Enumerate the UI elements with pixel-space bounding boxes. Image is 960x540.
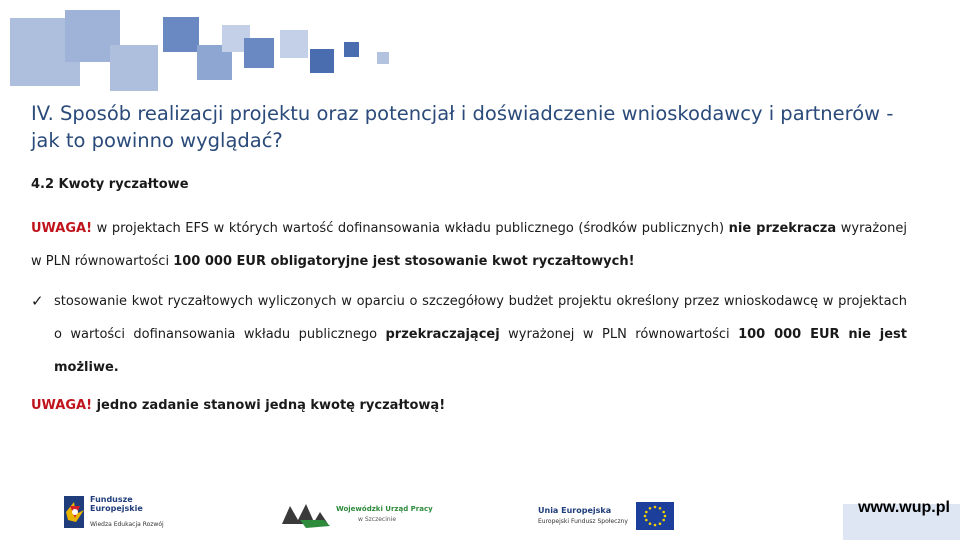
bullet-bold-a: przekraczającej (385, 327, 500, 342)
bullet-bold-b: 100 000 EUR nie jest możliwe. (54, 327, 908, 375)
bullet-text-b: wyrażonej w PLN równowartości (499, 327, 739, 342)
warning-paragraph-1 (31, 212, 907, 278)
paragraph1-bold-a: nie przekracza (728, 221, 837, 236)
warning-paragraph-2 (31, 398, 445, 413)
warning-label: UWAGA! (31, 221, 93, 236)
paragraph2-bold-text: jedno zadanie stanowi jedną kwotę ryczałtową! (92, 398, 446, 413)
slide-title: IV. Sposób realizacji projektu oraz potencjał i doświadczenie wnioskodawcy i partnerów - jak to powinno wyglądać? (31, 102, 894, 152)
paragraph1-text-b: wyrażonej w PLN równowartości (31, 221, 908, 269)
website-link[interactable]: www.wup.pl (858, 499, 950, 516)
wup-logo-subtext: w Szczecinie (358, 516, 397, 523)
fe-star-icon (62, 492, 88, 532)
bullet-text-a: stosowanie kwot ryczałtowych wyliczonych w oparciu o szczegółowy budżet projektu określony przez wnioskodawcę w projektach o wartości dofinansowania wkładu publicznego (54, 294, 907, 342)
fe-logo-subtext: Wiedza Edukacja Rozwój (90, 521, 164, 528)
ue-logo-text: Unia Europejska (538, 506, 612, 515)
warning-label-2: UWAGA! (31, 398, 93, 413)
wup-logo (280, 498, 433, 530)
bullet-item (54, 285, 907, 384)
wup-logo-text: Wojewódzki Urząd Pracy (336, 505, 433, 513)
fundusze-europejskie-logo (62, 492, 177, 532)
paragraph1-bold-b: 100 000 EUR obligatoryjne jest stosowanie kwot ryczałtowych! (173, 254, 635, 269)
fe-logo-text: Fundusze Europejskie (90, 495, 143, 513)
eu-flag-icon (636, 502, 674, 530)
wup-emblem-icon (280, 498, 334, 530)
paragraph1-text-a: w projektach EFS w których wartość dofinansowania wkładu publicznego (środków publicznych) (92, 221, 729, 236)
ue-logo-subtext: Europejski Fundusz Społeczny (538, 518, 628, 525)
section-subheading: 4.2 Kwoty ryczałtowe (31, 177, 189, 192)
ue-logo (538, 500, 678, 532)
check-icon: ✓ (31, 292, 44, 310)
